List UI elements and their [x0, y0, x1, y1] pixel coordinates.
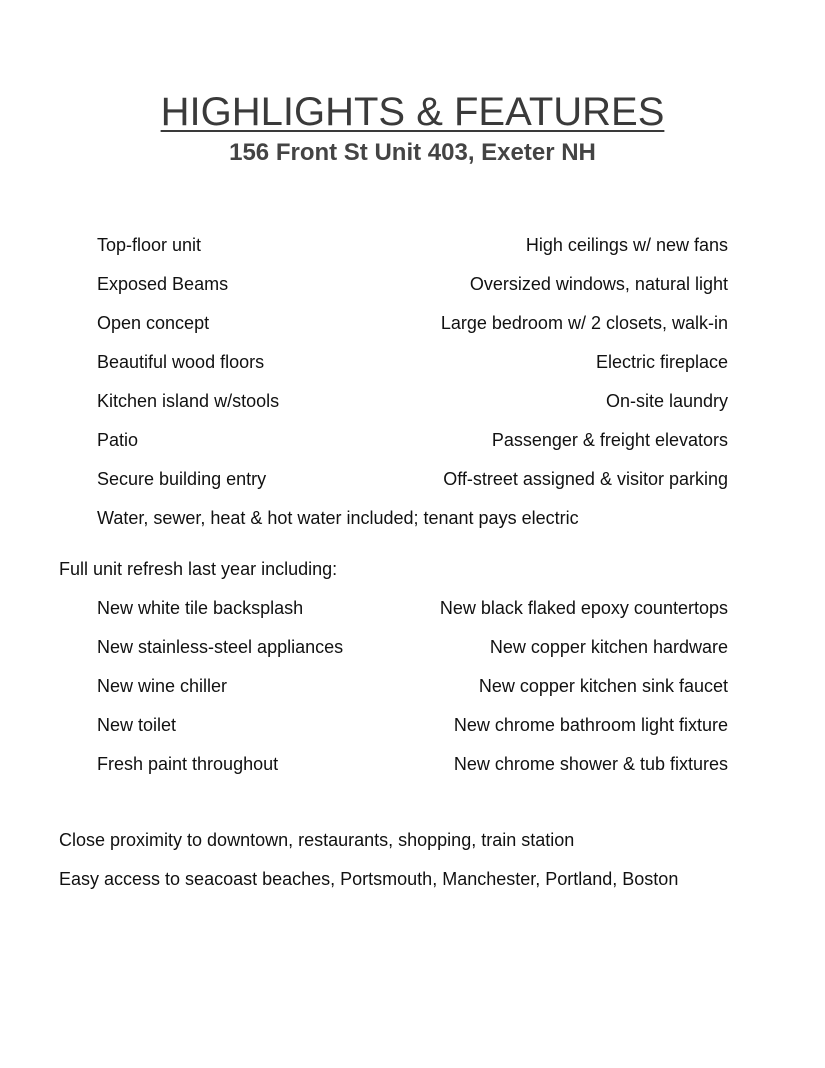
page-title: HIGHLIGHTS & FEATURES [160, 90, 665, 134]
features-list [97, 231, 728, 543]
feature-item: Oversized windows, natural light [469, 274, 728, 294]
feature-item: Passenger & freight elevators [491, 430, 728, 450]
feature-item: On-site laundry [605, 391, 728, 411]
refresh-item: New toilet [97, 715, 177, 735]
refresh-item: New stainless-steel appliances [97, 637, 344, 657]
refresh-heading: Full unit refresh last year including: [59, 559, 338, 579]
feature-row-utilities [97, 504, 728, 543]
feature-item: Patio [97, 430, 139, 450]
refresh-row [97, 711, 728, 750]
feature-row [97, 231, 728, 270]
refresh-item: New wine chiller [97, 676, 228, 696]
feature-item: Off-street assigned & visitor parking [443, 469, 728, 489]
feature-item: Open concept [97, 313, 210, 333]
feature-item: High ceilings w/ new fans [525, 235, 728, 255]
refresh-row [97, 672, 728, 711]
refresh-item: New copper kitchen hardware [489, 637, 728, 657]
refresh-row [97, 750, 728, 789]
proximity-note: Close proximity to downtown, restaurants, shopping, train station [59, 830, 575, 850]
feature-item: Exposed Beams [97, 274, 229, 294]
feature-item: Beautiful wood floors [97, 352, 265, 372]
refresh-item: New chrome shower & tub fixtures [453, 754, 728, 774]
feature-item: Electric fireplace [595, 352, 728, 372]
feature-row [97, 348, 728, 387]
refresh-row [97, 594, 728, 633]
feature-row [97, 270, 728, 309]
access-note: Easy access to seacoast beaches, Portsmouth, Manchester, Portland, Boston [59, 869, 679, 889]
refresh-item: New chrome bathroom light fixture [453, 715, 728, 735]
refresh-row [97, 633, 728, 672]
feature-item: Top-floor unit [97, 235, 202, 255]
refresh-list [97, 594, 728, 789]
utilities-note: Water, sewer, heat & hot water included; tenant pays electric [97, 508, 579, 528]
feature-item: Secure building entry [97, 469, 267, 489]
feature-row [97, 387, 728, 426]
refresh-item: New black flaked epoxy countertops [439, 598, 728, 618]
feature-row [97, 465, 728, 504]
location-section [59, 826, 678, 904]
feature-row [97, 426, 728, 465]
feature-row [97, 309, 728, 348]
refresh-item: New copper kitchen sink faucet [478, 676, 728, 696]
feature-item: Kitchen island w/stools [97, 391, 280, 411]
property-address: 156 Front St Unit 403, Exeter NH [229, 139, 596, 166]
refresh-item: Fresh paint throughout [97, 754, 279, 774]
refresh-item: New white tile backsplash [97, 598, 304, 618]
feature-item: Large bedroom w/ 2 closets, walk-in [440, 313, 728, 333]
